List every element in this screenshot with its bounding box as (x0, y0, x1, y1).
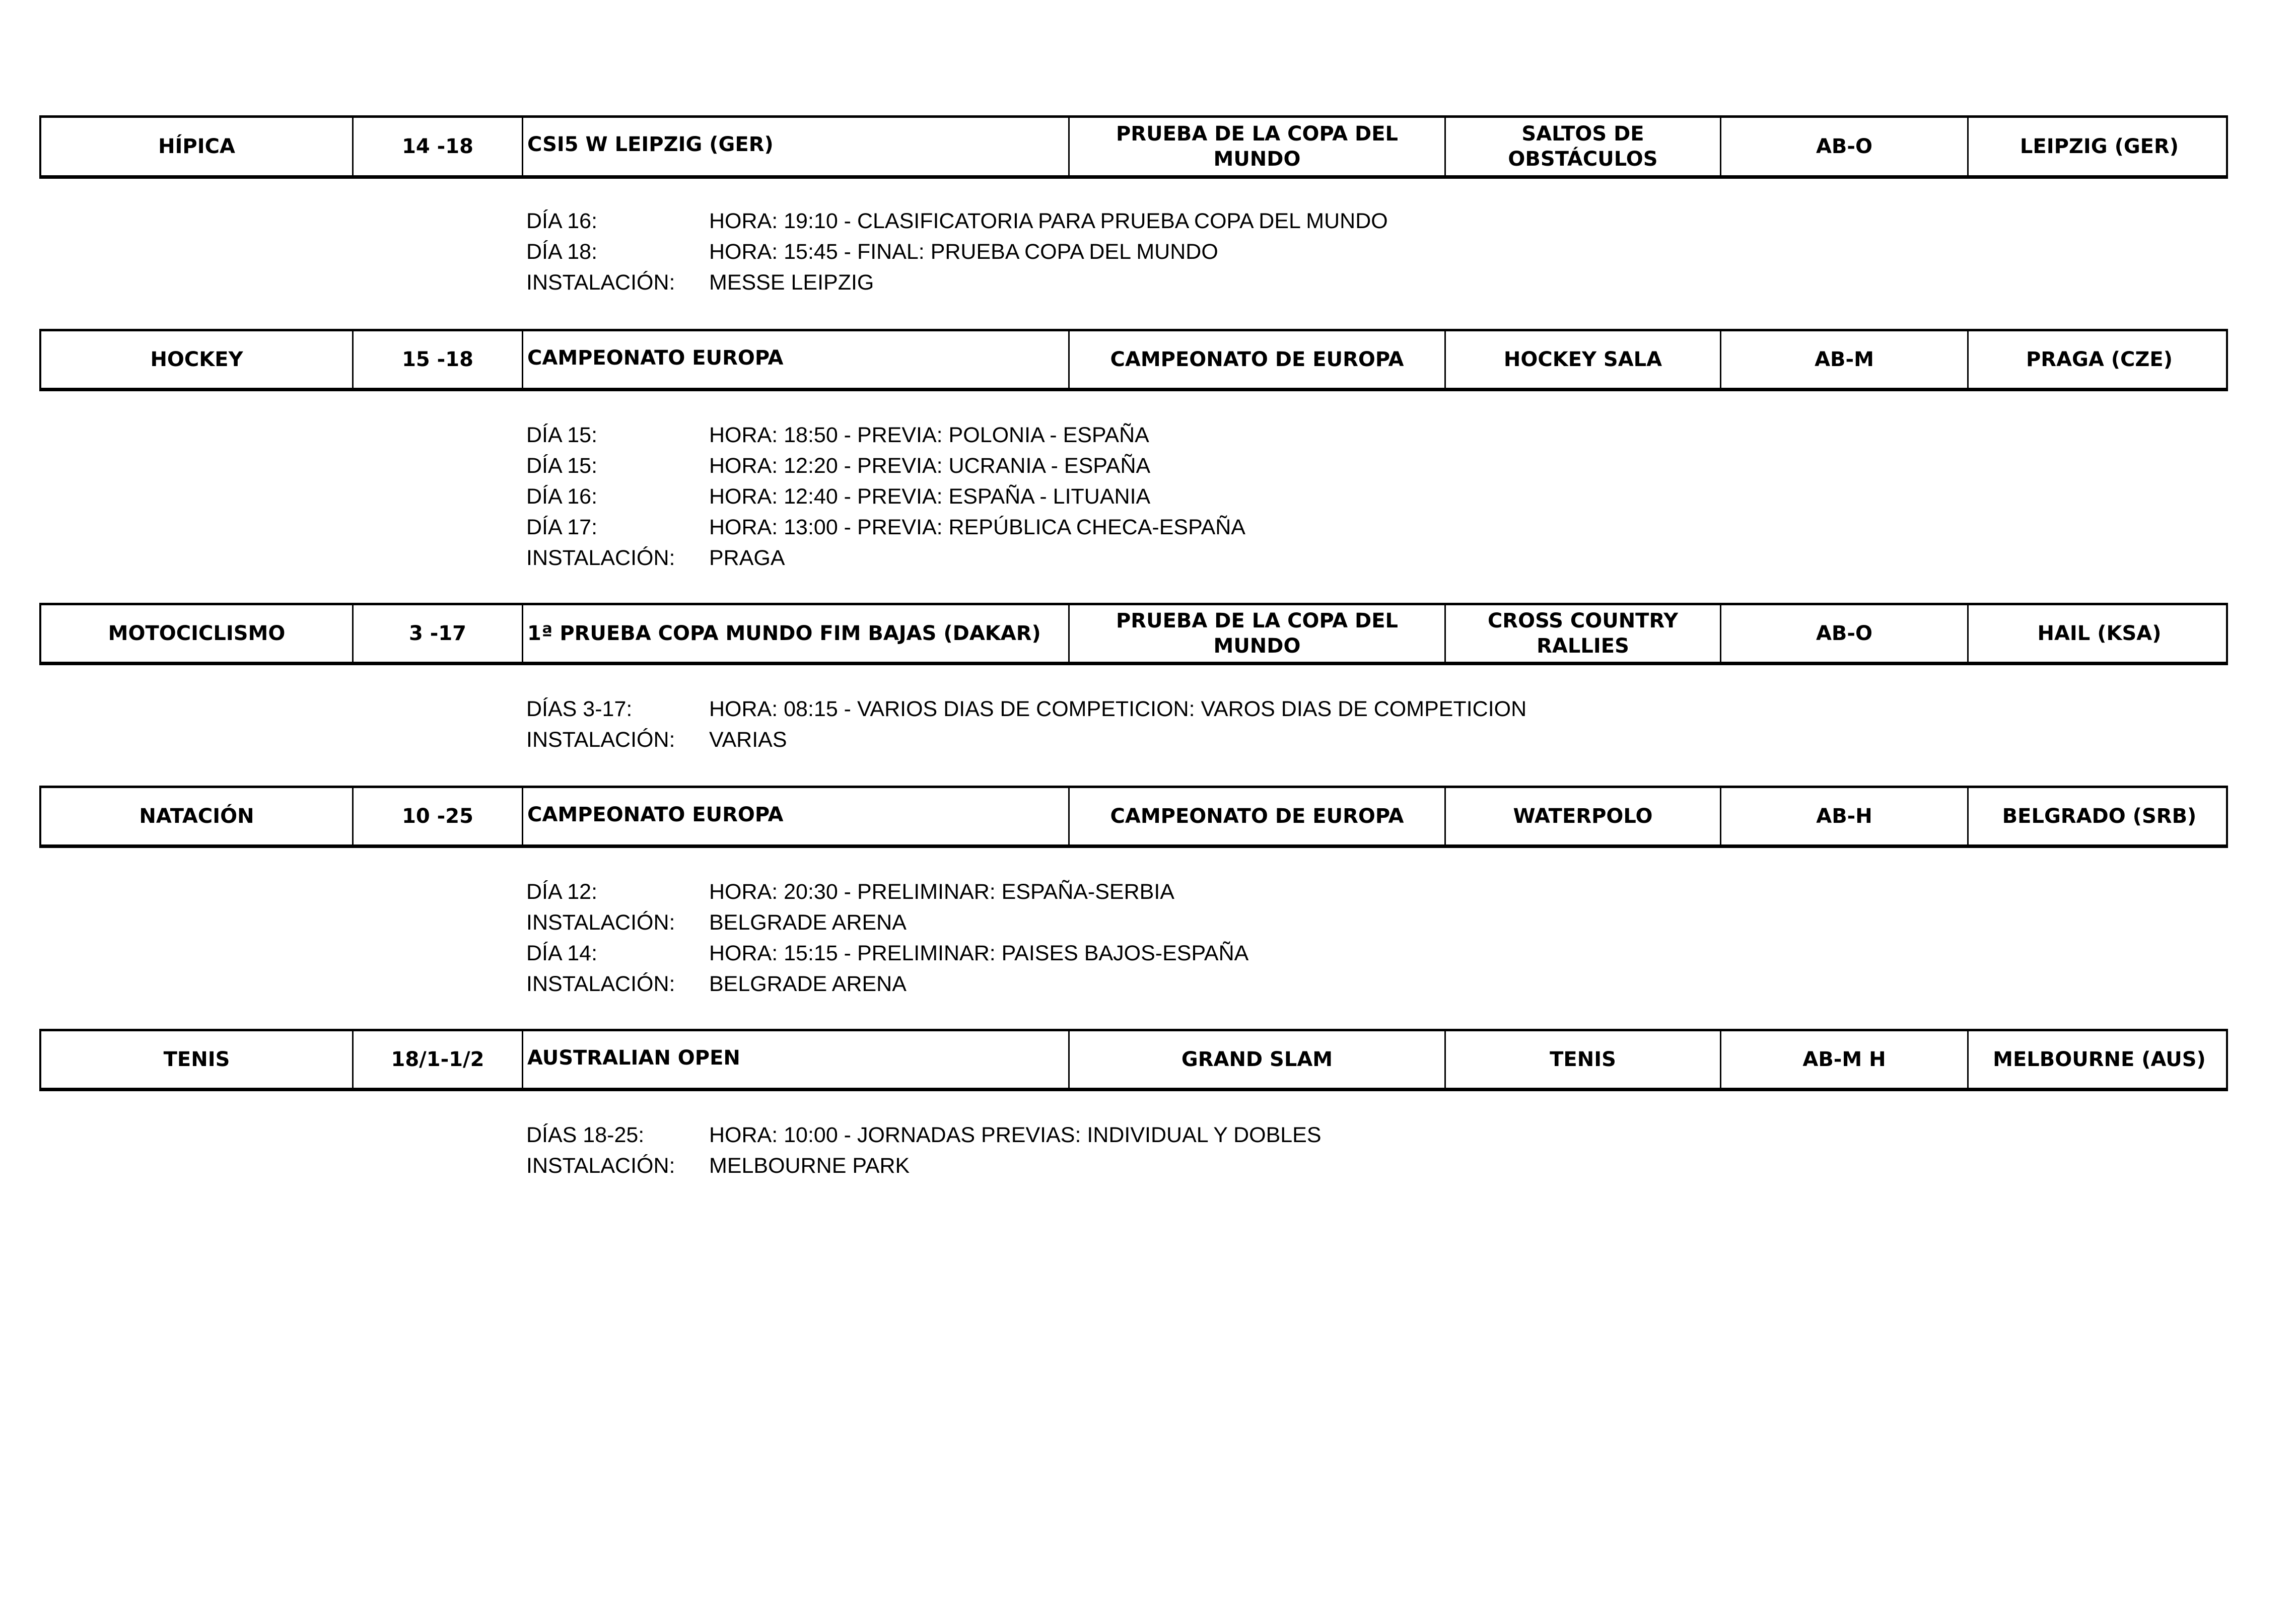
sport-cell: HÍPICA (41, 118, 354, 175)
detail-value: BELGRADE ARENA (709, 910, 907, 935)
detail-value: BELGRADE ARENA (709, 972, 907, 996)
event-row-hipica (39, 115, 2228, 179)
detail-line (526, 206, 1388, 237)
detail-line (526, 1120, 1321, 1151)
detail-label: DÍA 14: (526, 941, 598, 965)
detail-label: DÍA 18: (526, 240, 598, 264)
detail-line (526, 725, 1526, 755)
event-row-hockey (39, 329, 2228, 391)
competition-cell: 1ª PRUEBA COPA MUNDO FIM BAJAS (DAKAR) (523, 605, 1070, 662)
location-cell: MELBOURNE (AUS) (1993, 1048, 2206, 1071)
detail-line (526, 267, 1388, 298)
type-cell: CAMPEONATO DE EUROPA (1070, 788, 1446, 844)
detail-value: HORA: 08:15 - VARIOS DIAS DE COMPETICION: VAROS DIAS DE COMPETICION (709, 697, 1527, 721)
sport-cell: TENIS (41, 1031, 354, 1088)
discipline-cell: WATERPOLO (1446, 788, 1721, 844)
detail-label: DÍA 15: (526, 454, 598, 478)
detail-value: HORA: 19:10 - CLASIFICATORIA PARA PRUEBA COPA DEL MUNDO (709, 209, 1388, 233)
detail-line (526, 969, 1248, 1000)
dates-cell: 3 -17 (354, 605, 523, 662)
detail-label: INSTALACIÓN: (526, 728, 675, 752)
event-details-motociclismo (526, 694, 1526, 755)
detail-value: HORA: 15:45 - FINAL: PRUEBA COPA DEL MUNDO (709, 240, 1218, 264)
detail-line (526, 694, 1526, 725)
category-cell: AB-O (1721, 605, 1969, 662)
dates-cell: 10 -25 (354, 788, 523, 844)
discipline-cell: TENIS (1446, 1031, 1721, 1088)
detail-label: DÍA 16: (526, 484, 598, 509)
competition-cell: CAMPEONATO EUROPA (523, 331, 1070, 388)
discipline-cell: HOCKEY SALA (1446, 331, 1721, 388)
type-cell: CAMPEONATO DE EUROPA (1070, 331, 1446, 388)
discipline-cell: CROSS COUNTRY RALLIES (1446, 605, 1721, 662)
detail-line (526, 451, 1245, 481)
detail-label: DÍAS 3-17: (526, 697, 633, 721)
event-details-tenis (526, 1120, 1321, 1181)
event-details-hockey (526, 420, 1245, 574)
event-row-motociclismo (39, 603, 2228, 665)
dates-cell: 15 -18 (354, 331, 523, 388)
sport-cell: NATACIÓN (41, 788, 354, 844)
type-cell: GRAND SLAM (1070, 1031, 1446, 1088)
detail-line (526, 1151, 1321, 1181)
detail-value: HORA: 13:00 - PREVIA: REPÚBLICA CHECA-ESPAÑA (709, 515, 1245, 539)
sport-cell: HOCKEY (41, 331, 354, 388)
category-cell: AB-M H (1721, 1031, 1969, 1088)
competition-cell: AUSTRALIAN OPEN (523, 1031, 1070, 1088)
detail-label: DÍA 15: (526, 423, 598, 447)
detail-value: VARIAS (709, 728, 787, 752)
category-cell: AB-M (1721, 331, 1969, 388)
detail-label: INSTALACIÓN: (526, 1154, 675, 1178)
category-cell: AB-O (1721, 118, 1969, 175)
detail-label: DÍAS 18-25: (526, 1123, 645, 1147)
location-cell: PRAGA (CZE) (2026, 348, 2173, 371)
discipline-cell: SALTOS DE OBSTÁCULOS (1446, 118, 1721, 175)
dates-cell: 14 -18 (354, 118, 523, 175)
detail-line (526, 481, 1245, 512)
detail-line (526, 512, 1245, 543)
detail-value: HORA: 12:40 - PREVIA: ESPAÑA - LITUANIA (709, 484, 1151, 509)
detail-label: DÍA 16: (526, 209, 598, 233)
detail-label: DÍA 17: (526, 515, 598, 539)
event-details-natacion (526, 877, 1248, 1000)
detail-line (526, 877, 1248, 907)
detail-value: HORA: 15:15 - PRELIMINAR: PAISES BAJOS-ESPAÑA (709, 941, 1249, 965)
category-cell: AB-H (1721, 788, 1969, 844)
type-cell: PRUEBA DE LA COPA DEL MUNDO (1070, 118, 1446, 175)
detail-value: HORA: 18:50 - PREVIA: POLONIA - ESPAÑA (709, 423, 1149, 447)
type-cell: PRUEBA DE LA COPA DEL MUNDO (1070, 605, 1446, 662)
location-cell: BELGRADO (SRB) (2002, 805, 2197, 828)
event-details-hipica (526, 206, 1388, 298)
location-cell: HAIL (KSA) (2037, 622, 2162, 645)
detail-label: INSTALACIÓN: (526, 910, 675, 935)
detail-value: PRAGA (709, 546, 785, 570)
detail-label: INSTALACIÓN: (526, 546, 675, 570)
detail-line (526, 420, 1245, 451)
detail-label: DÍA 12: (526, 880, 598, 904)
detail-value: MELBOURNE PARK (709, 1154, 910, 1178)
detail-line (526, 543, 1245, 574)
event-row-tenis (39, 1029, 2228, 1091)
detail-value: MESSE LEIPZIG (709, 270, 874, 295)
detail-value: HORA: 20:30 - PRELIMINAR: ESPAÑA-SERBIA (709, 880, 1174, 904)
detail-label: INSTALACIÓN: (526, 972, 675, 996)
event-row-natacion (39, 786, 2228, 848)
detail-label: INSTALACIÓN: (526, 270, 675, 295)
competition-cell: CSI5 W LEIPZIG (GER) (523, 118, 1070, 175)
detail-line (526, 907, 1248, 938)
sport-cell: MOTOCICLISMO (41, 605, 354, 662)
detail-value: HORA: 10:00 - JORNADAS PREVIAS: INDIVIDUAL Y DOBLES (709, 1123, 1321, 1147)
detail-value: HORA: 12:20 - PREVIA: UCRANIA - ESPAÑA (709, 454, 1151, 478)
detail-line (526, 938, 1248, 969)
competition-cell: CAMPEONATO EUROPA (523, 788, 1070, 844)
dates-cell: 18/1-1/2 (354, 1031, 523, 1088)
location-cell: LEIPZIG (GER) (2020, 135, 2179, 158)
detail-line (526, 237, 1388, 267)
